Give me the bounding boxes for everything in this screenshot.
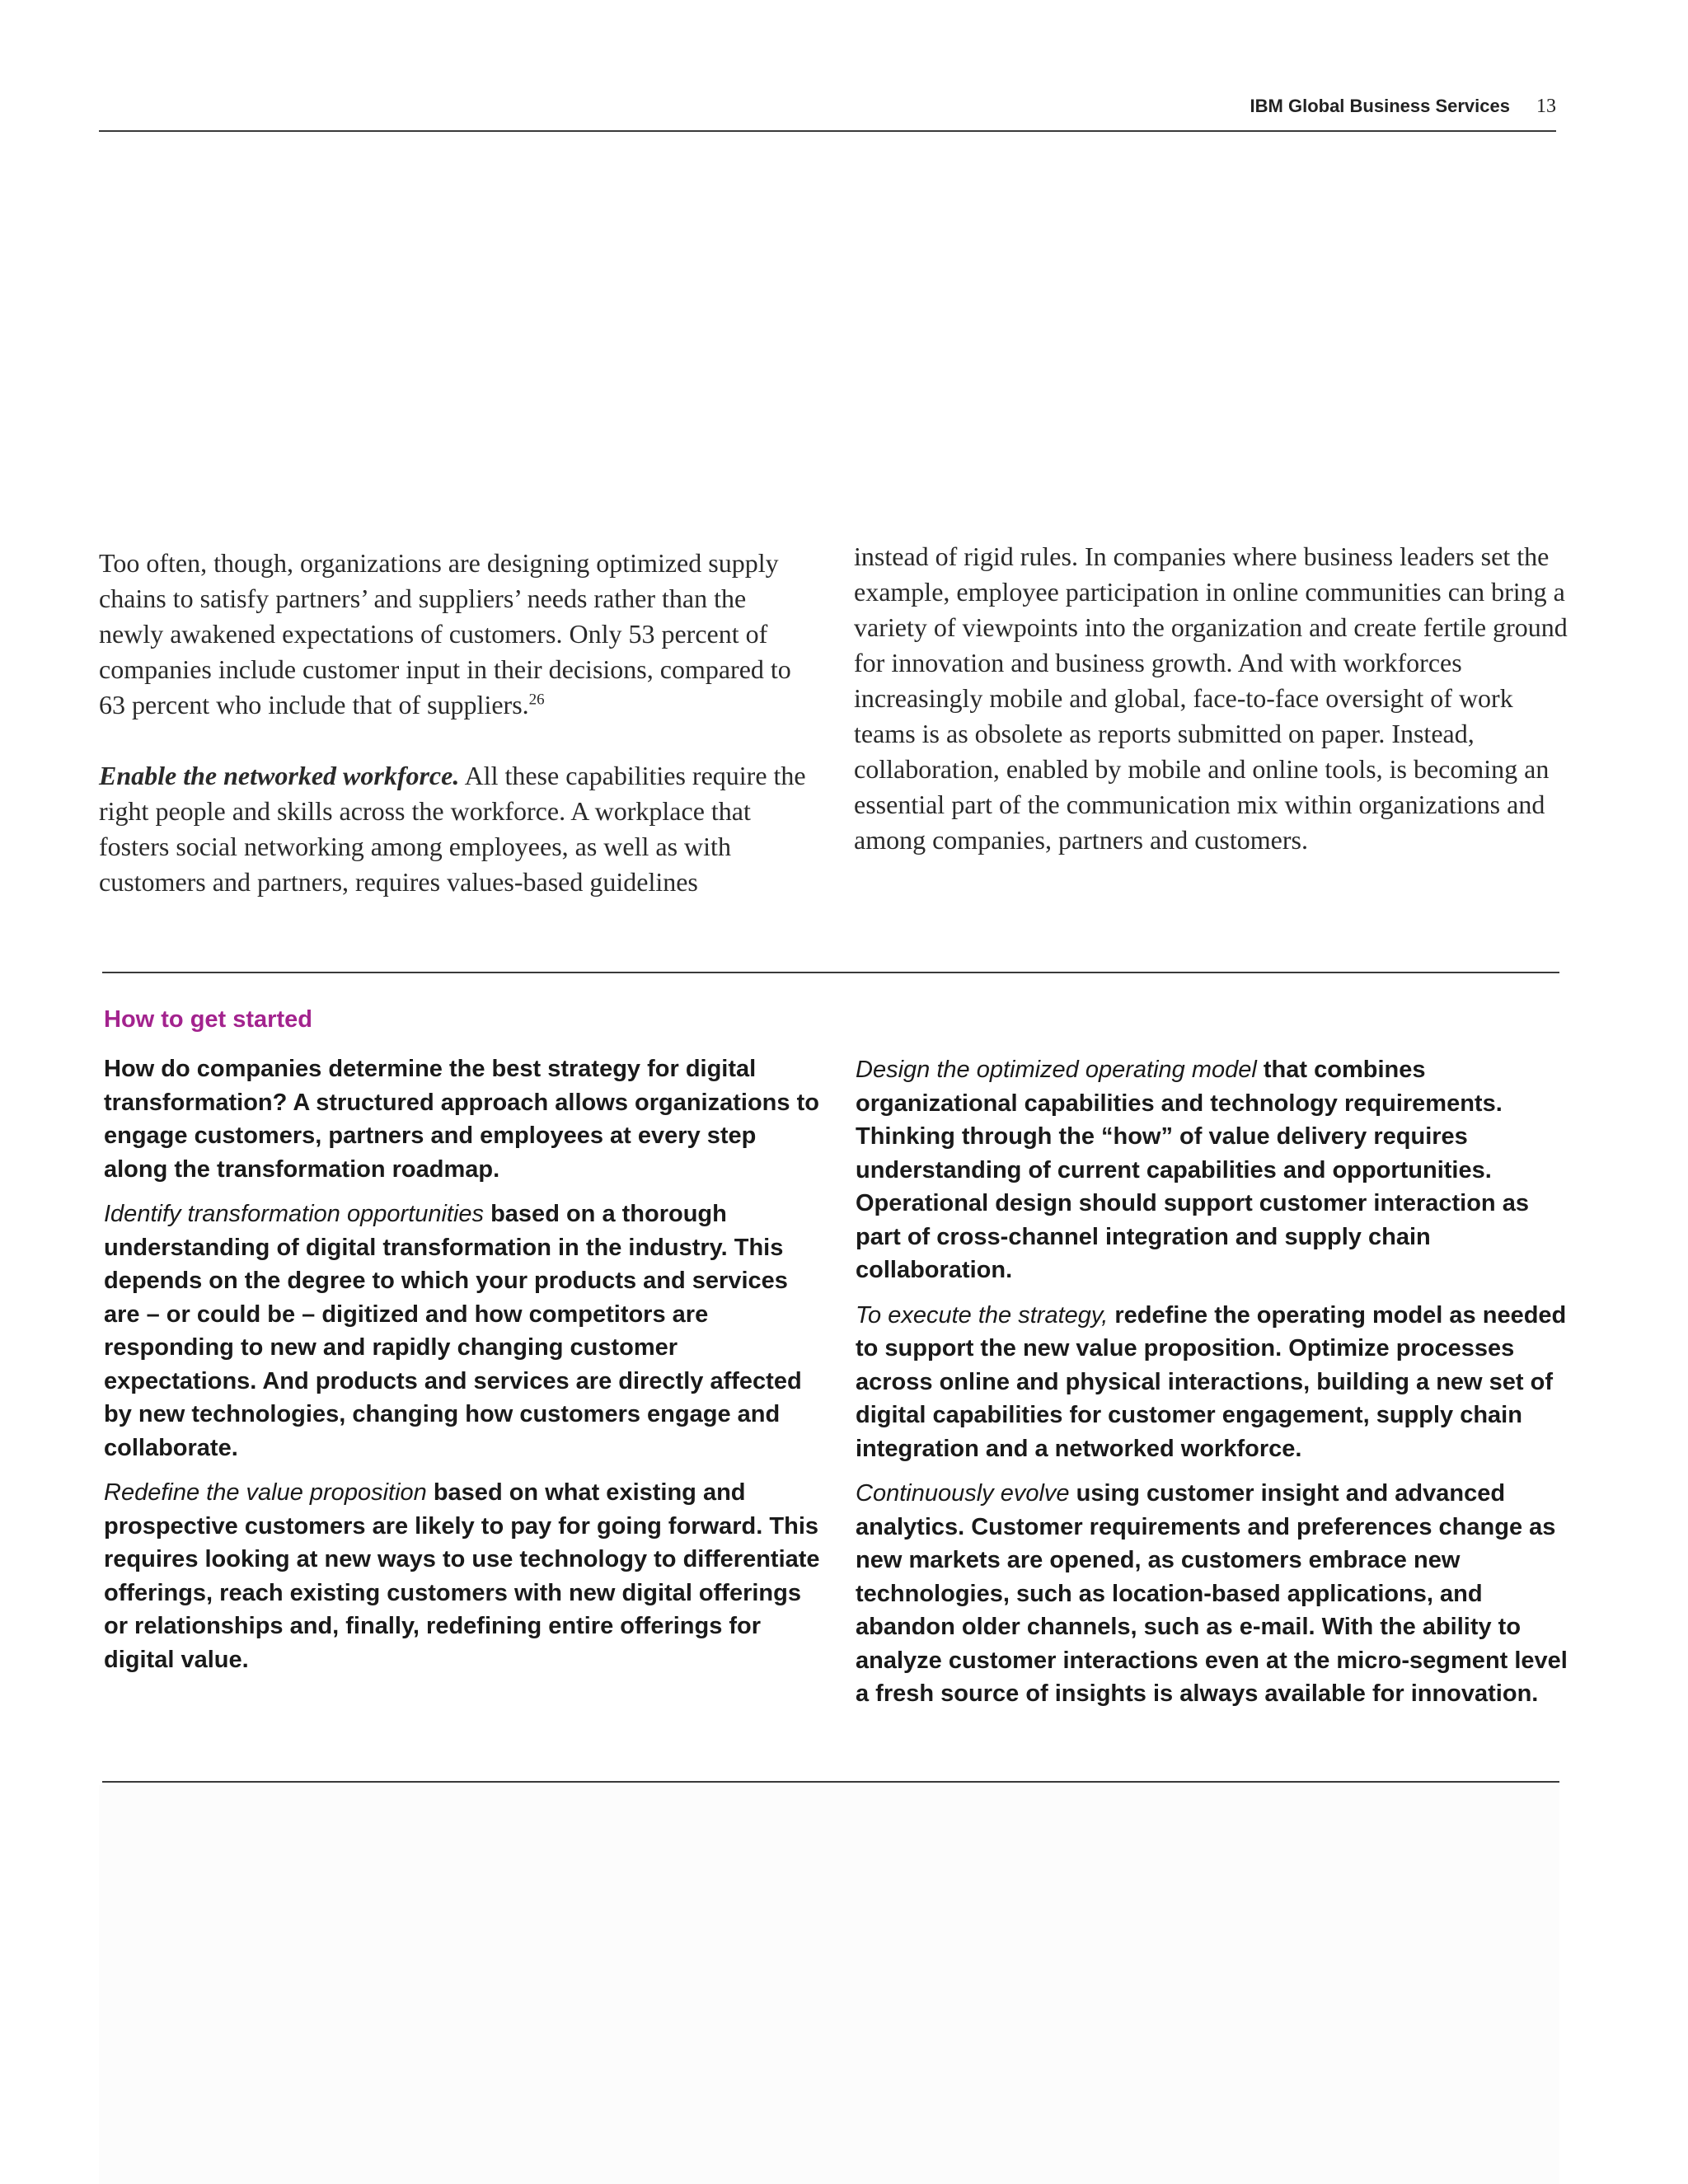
body-paragraph-text: Too often, though, organizations are designing optimized supply chains to satisfy partners’ and suppliers’ needs rather than the newly awakened expectations of customers. Only 53 percent of companies include customer input in their decisions, compared to 63 percent who include that of suppliers.: [99, 548, 791, 719]
page-number: 13: [1536, 96, 1556, 117]
box-paragraph: [856, 1477, 1574, 1711]
box-paragraph: [856, 1299, 1574, 1466]
body-paragraph-text: All these capabilities require the right people and skills across the workforce. A workplace that fosters social networking among employees, as well as with customers and partners, requires values-based guidelines: [99, 761, 806, 897]
body-column-right: [854, 539, 1571, 858]
body-paragraph: [854, 539, 1571, 858]
box-lead-in: Design the optimized operating model: [856, 1057, 1257, 1083]
box-lead-in: Redefine the value proposition: [104, 1479, 427, 1506]
box-paragraph-text: that combines organizational capabilities and technology requirements. Thinking through the “how” of value delivery requires understanding of current capabilities and opportunities. Operational design should support customer interaction as part of cross-channel integration and supply chain collaboration.: [856, 1057, 1529, 1283]
box-paragraph-text: redefine the operating model as needed to support the new value proposition. Optimize processes across online and physical interactions, building a new set of digital capabilities for customer engagement, supply chain integration and a networked workforce.: [856, 1301, 1567, 1462]
box-paragraph: [104, 1197, 821, 1465]
box-paragraph-text: based on a thorough understanding of digital transformation in the industry. This depends on the degree to which your products and services are – or could be – digitized and how competitors are responding to new and rapidly changing customer expectations. And products and services are directly affected by new technologies, changing how customers engage and collaborate.: [104, 1201, 802, 1461]
box-title: How to get started: [104, 1006, 312, 1033]
box-paragraph: [104, 1052, 821, 1186]
body-column-left: [99, 546, 808, 900]
box-paragraph-text: based on what existing and prospective customers are likely to pay for going forward. This requires looking at new ways to use technology to differentiate offerings, reach existing customers with new digital offerings or relationships and, finally, redefining entire offerings for digital value.: [104, 1479, 820, 1673]
body-paragraph: [99, 546, 808, 723]
footnote-ref: 26: [528, 691, 545, 709]
paragraph-lead-in: Enable the networked workforce.: [99, 761, 460, 790]
header-right: [1250, 96, 1556, 118]
header-brand: IBM Global Business Services: [1250, 96, 1510, 116]
box-paragraph: [856, 1053, 1574, 1287]
body-paragraph: [99, 758, 808, 900]
box-column-right: [856, 1053, 1574, 1711]
body-paragraph-text: instead of rigid rules. In companies where business leaders set the example, employee participation in online communities can bring a variety of viewpoints into the organization and create fertile ground for innovation and business growth. And with workforces increasingly mobile and global, face-to-face oversight of work teams is as obsolete as reports submitted on paper. Instead, collaboration, enabled by mobile and online tools, is becoming an essential part of the communication mix within organizations and among companies, partners and customers.: [854, 541, 1568, 855]
blank-footer-area: [99, 1785, 1559, 2184]
box-paragraph-text: How do companies determine the best strategy for digital transformation? A structured approach allows organizations to engage customers, partners and employees at every step along the transformation roadmap.: [104, 1056, 819, 1183]
box-column-left: [104, 1052, 821, 1676]
box-paragraph-text: using customer insight and advanced analytics. Customer requirements and preferences change as new markets are opened, as customers embrace new technologies, such as location-based applications, and abandon older channels, such as e-mail. With the ability to analyze customer interactions even at the micro-segment level a fresh source of insights is always available for innovation.: [856, 1480, 1568, 1707]
box-lead-in: Identify transformation opportunities: [104, 1201, 485, 1227]
page-header: [99, 92, 1556, 132]
box-lead-in: Continuously evolve: [856, 1480, 1070, 1507]
how-to-get-started-box: [102, 972, 1568, 1783]
box-lead-in: To execute the strategy,: [856, 1301, 1109, 1329]
box-paragraph: [104, 1476, 821, 1676]
